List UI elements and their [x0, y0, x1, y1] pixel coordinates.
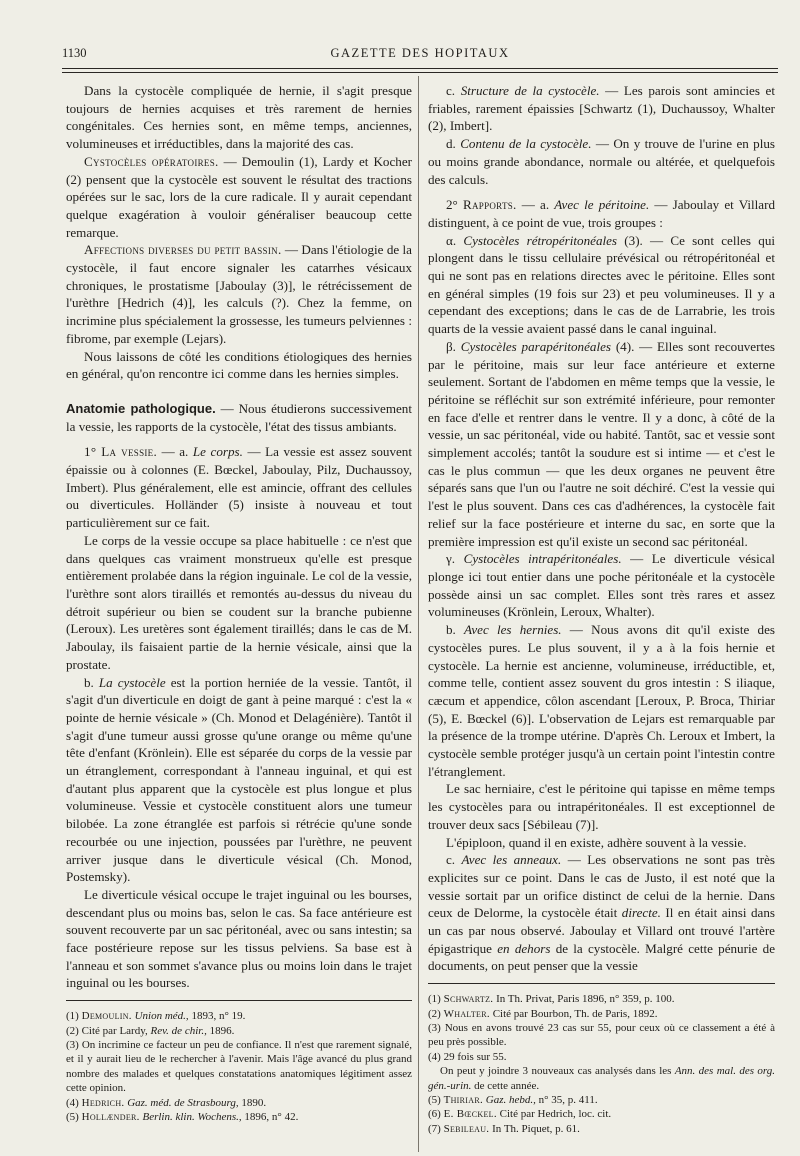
- paragraph: L'épiploon, quand il en existe, adhère souvent à la vessie.: [446, 834, 747, 850]
- footnote: (2) Cité par Lardy, Rev. de chir., 1896.: [66, 1024, 235, 1037]
- paragraph: b. La cystocèle est la portion herniée de la vessie. Tantôt, il s'agit d'un diverticule en doigt de gant à peine marqué : c'est la « pointe de hernie vésicale » (Ch. Monod et Delagénière). Tantôt il s'agit d'une tumeur aussi grosse qu'une orange ou même qu'une tête d'enfant (Krönlein). Elle est séparée du corps de la vessie par un étranglement, correspondant à l'anneau inguinal, et qui est d'autant plus apparent que la cystocèle est plus longue et plus volumineuse. Vessie et cystocèle constituent alors une tumeur bilobée. La zone étranglée est parfois si rétrécie qu'une sonde recourbée ou une injection, poussées par l'urèthre, ne peuvent arriver jusque dans le diverticule vésical (Ch. Monod, Postemsky).: [66, 674, 412, 885]
- journal-title: GAZETTE DES HOPITAUX: [330, 46, 510, 60]
- column-divider: [418, 76, 419, 1152]
- footnote: (3) Nous en avons trouvé 23 cas sur 55, pour ceux où ce classement a été à peu près possible.: [428, 1021, 775, 1049]
- paragraph: Affections diverses du petit bassin. — Dans l'étiologie de la cystocèle, il faut encore signaler les catarrhes vésicaux chroniques, le prostatisme [Jaboulay (3)], le rétrécissement de l'urèthre [Hedrich (4)], les calculs (?). Chez la femme, on incrimine plus spécialement la grossesse, les tumeurs pelviennes : fibrome, par exemple (Lejars).: [66, 242, 412, 346]
- paragraph: Nous laissons de côté les conditions étiologiques des hernies en général, qu'on rencontre ici comme dans les hernies simples.: [66, 348, 412, 382]
- page-number: 1130: [62, 46, 87, 60]
- paragraph: Le corps de la vessie occupe sa place habituelle : ce n'est que dans quelques cas vraiment monstrueux qu'elle est presque entièrement prolabée dans la région inguinale. Le col de la vessie, l'urèthre sont alors tiraillés et remontés au-dessus du niveau du détroit supérieur ou bien se coudent sur la branche pubienne (Leroux). Les uretères sont également tiraillés; dans le cas de M. Jaboulay, ils faisaient partie de la hernie vésicale, ainsi que la prostate.: [66, 532, 412, 672]
- paragraph: c. Avec les anneaux. — Les observations ne sont pas très explicites sur ce point. Dans le cas de Justo, il est noté que la vessie sortait par un orifice distinct de celui de la hernie. Dans ceux de Delorme, la cystocèle était directe. Il en était ainsi dans un cas par nous observé. Jaboulay et Villard ont trouvé l'artère épigastrique en dehors de la cystocèle. Malgré cette pénurie de documents, on peut penser que la vessie: [428, 852, 776, 974]
- footnote: On peut y joindre 3 nouveaux cas analysés dans les Ann. des mal. des org. gén.-urin. de cette année.: [428, 1065, 776, 1092]
- paragraph: 2° Rapports. — a. Avec le péritoine. — Jaboulay et Villard distinguent, à ce point de vue, trois groupes :: [428, 197, 775, 230]
- footnote: (4) 29 fois sur 55.: [428, 1050, 507, 1063]
- footnote: (1) Schwartz. In Th. Privat, Paris 1896, n° 359, p. 100.: [428, 993, 675, 1006]
- footnote: (5) Hollænder. Berlin. klin. Wochens., 1896, n° 42.: [66, 1111, 299, 1123]
- footnote-rule: [428, 983, 775, 984]
- section-heading: Anatomie pathologique.: [66, 400, 216, 416]
- paragraph: d. Contenu de la cystocèle. — On y trouve de l'urine en plus ou moins grande abondance, normale ou altérée, et quelquefois des calculs.: [428, 136, 776, 187]
- paragraph: α. Cystocèles rétropéritonéales (3). — Ce sont celles qui plongent dans le tissu cellulaire prévésical ou rétropéritonéal et qui ne sont pas en relations directes avec le péritoine. Elles sont en général simples (19 fois sur 23) et peu volumineuses. Il y a cependant des exceptions; dans le cas de de Larrabrie, les trois quarts de la vessie avaient passé dans le canal inguinal.: [428, 232, 775, 337]
- section-label: 1° La vessie.: [84, 444, 158, 460]
- footnote: (7) Sebileau. In Th. Piquet, p. 61.: [428, 1122, 580, 1135]
- footnote: (6) E. Bœckel. Cité par Hedrich, loc. cit.: [428, 1108, 612, 1121]
- page-header: [62, 44, 778, 64]
- footnote: (2) Whalter. Cité par Bourbon, Th. de Paris, 1892.: [428, 1007, 658, 1020]
- section-label: Cystocèles opératoires.: [84, 153, 219, 169]
- paragraph: γ. Cystocèles intrapéritonéales. — Le diverticule vésical plonge ici tout entier dans une poche péritonéale et la cystocèle possède ainsi un sac complet. Elles sont très rares et assez volumineuses (Krönlein, Leroux, Whalter).: [428, 551, 775, 620]
- paragraph: Dans la cystocèle compliquée de hernie, il s'agit presque toujours de hernies acquises et très rarement de hernies congénitales. Ces hernies sont, en même temps, anciennes, volumineuses et irréductibles, dans la majorité des cas.: [66, 83, 412, 152]
- paragraph: 1° La vessie. — a. Le corps. — La vessie est assez souvent épaissie ou à colonnes (E. Bœckel, Jaboulay, Pilz, Duchaussoy, Imbert). Plus généralement, elle est amincie, offrant des cellules ou diverticules. Holländer (5) insiste à nouveau et tout particulièrement sur ce fait.: [66, 444, 412, 531]
- paragraph: Le sac herniaire, c'est le péritoine qui tapisse en même temps les cystocèles para ou intrapéritonéales. Il est exceptionnel de trouver deux sacs [Sébileau (7)].: [428, 781, 775, 832]
- paragraph: Le diverticule vésical occupe le trajet inguinal ou les bourses, descendant plus ou moins bas, selon le cas. Sa face antérieure est souvent recouverte par un sac péritonéal, avec ou sans intestin; sa face postérieure repose sur les tissus pelviens. Sa base est à l'anneau et son sommet s'avance plus ou moins loin dans le trajet inguinal ou les bourses.: [66, 886, 412, 991]
- footnote: (3) On incrimine ce facteur un peu de confiance. Il n'est que rarement signalé, et il y aurait lieu de le rechercher à l'avenir. Mais l'âge avancé du plus grand nombre des malades et quelques constatations anatomiques légitiment assez cette opinion.: [66, 1038, 412, 1095]
- footnote: (1) Demoulin. Union méd., 1893, n° 19.: [66, 1010, 246, 1023]
- footnote: (4) Hedrich. Gaz. méd. de Strasbourg, 1890.: [66, 1096, 267, 1109]
- paragraph: c. Structure de la cystocèle. — Les parois sont amincies et friables, rarement épaissies [Schwartz (1), Duchaussoy, Whalter (2), Imbert].: [428, 83, 776, 134]
- section-label: Affections diverses du petit bassin.: [84, 242, 282, 258]
- footnote: (5) Thiriar. Gaz. hebd., n° 35, p. 411.: [428, 1094, 598, 1106]
- paragraph: b. Avec les hernies. — Nous avons dit qu'il existe des cystocèles pures. Le plus souvent, il y a à la fois hernie et cystocèle. La hernie est ancienne, volumineuse, irréductible, et, comme telle, contient assez souvent du gros intestin : S iliaque, cæcum et appendice, côlon ascendant [Leroux, P. Broca, Thiriar (5), E. Bœckel (6)]. L'observation de Lejars est remarquable par la présence de la trompe utérine. D'après Ch. Leroux et Imbert, la cystocèle semble protéger jusqu'à un certain point l'intestin contre l'étranglement.: [428, 622, 775, 779]
- left-column: [66, 82, 412, 1124]
- right-column: [428, 82, 775, 1136]
- header-rule-thick: [62, 68, 778, 69]
- paragraph: Cystocèles opératoires. — Demoulin (1), Lardy et Kocher (2) pensent que la cystocèle est souvent le résultat des tractions opérées sur le sac, lors de la cure radicale. Il y aurait cependant quelque exagération à vouloir généraliser beaucoup cette remarque.: [66, 153, 413, 240]
- paragraph: β. Cystocèles parapéritonéales (4). — Elles sont recouvertes par le péritoine, mais sur leur face antérieure et externe seulement. Sortant de l'abdomen en même temps que la vessie, le péritoine se réfléchit sur son extrémité inférieure, pour remonter en face d'elle et rentrer dans le ventre. Il y a donc, à côté de la vessie, un sac péritonéal, vide ou habité. Tantôt, sac et vessie sont simplement accolés; tantôt la soudure est si intime — et c'est le cas le plus commun — que les deux organes ne peuvent être séparés sans que l'un ou l'autre ne soit déchiré. C'est la vessie qui l'est le plus souvent. Dans ces cas d'adhérences, la cystocèle fait relief sur la face postérieure et interne du sac, en sorte que la première impression est qu'il existe un second sac péritonéal.: [428, 338, 776, 549]
- footnote-rule: [66, 1000, 412, 1001]
- paragraph: Anatomie pathologique. — Nous étudierons successivement la vessie, les rapports de la cystocèle, l'état des tissus ambiants.: [66, 400, 412, 434]
- header-rule-thin: [62, 72, 778, 73]
- section-label: Rapports.: [462, 197, 517, 213]
